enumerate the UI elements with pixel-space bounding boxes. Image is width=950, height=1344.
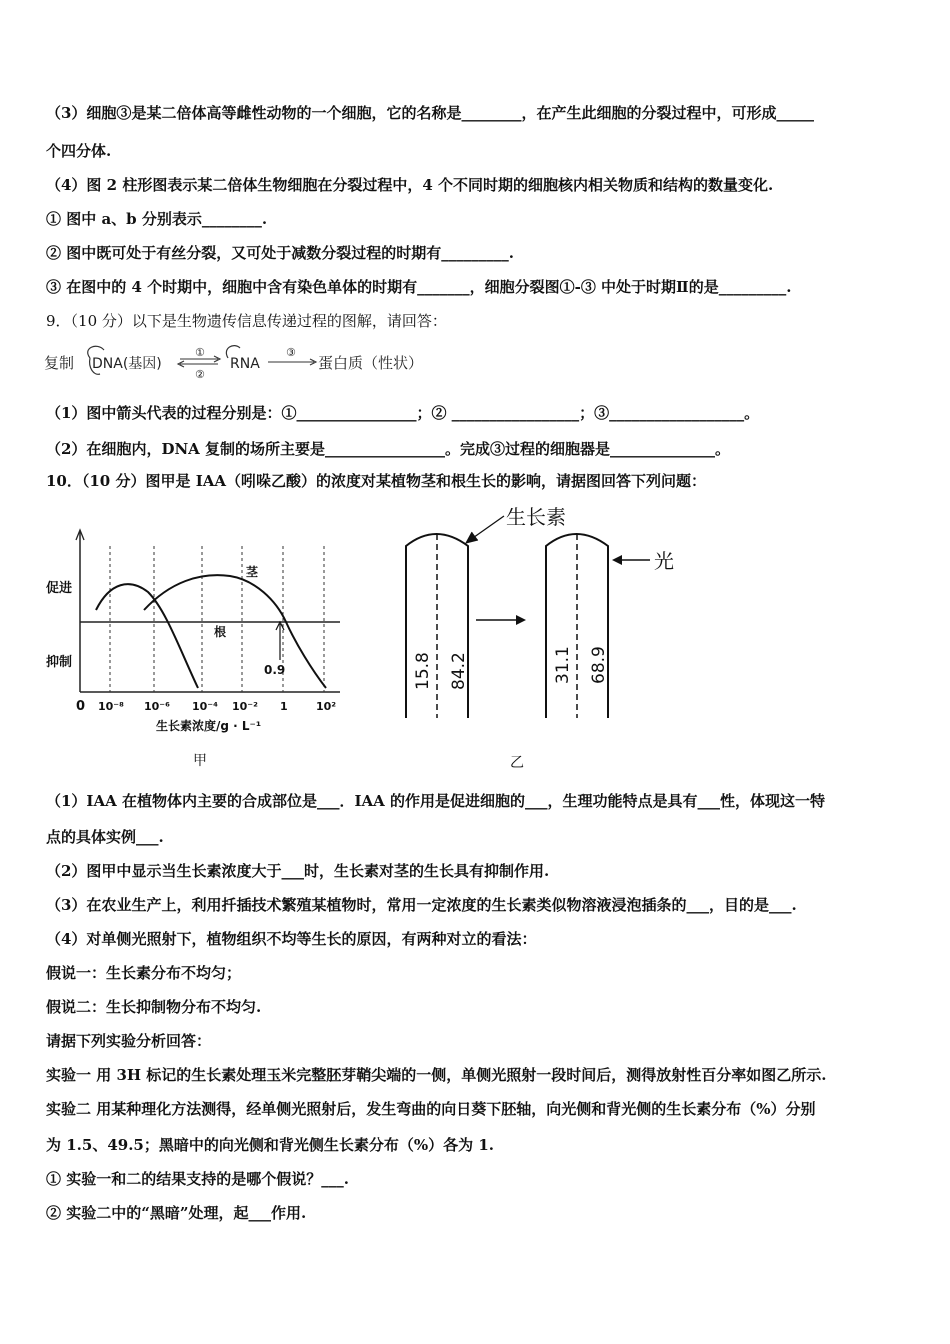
- flow-num-1: ①: [195, 346, 205, 359]
- root-curve: [96, 584, 198, 688]
- experiment-2-line-b: 为 1.5、49.5；黑暗中的向光侧和背光侧生长素分布（%）各为 1.: [46, 1136, 494, 1154]
- flow-num-3: ③: [286, 346, 296, 359]
- right-value-0: 31.1: [553, 646, 573, 684]
- tick-label: 10⁻⁶: [144, 700, 170, 713]
- flow-protein-label: 蛋白质（性状）: [318, 354, 424, 372]
- q10-heading: 10．（10 分）图甲是 IAA（吲哚乙酸）的浓度对某植物茎和根生长的影响，请据图回答下列问题：: [46, 472, 706, 490]
- tick-label: 10⁻⁴: [192, 700, 218, 713]
- graph-jia: [40, 520, 360, 740]
- q9-heading: 9．（10 分）以下是生物遗传信息传递过程的图解，请回答：: [46, 312, 447, 330]
- sub-question-1: ① 实验一和二的结果支持的是哪个假说？___.: [46, 1170, 349, 1188]
- label-promote: 促进: [46, 581, 73, 596]
- experiment-1: 实验一 用 3H 标记的生长素处理玉米完整胚芽鞘尖端的一侧，单侧光照射一段时间后，测得放射性百分率如图乙所示.: [46, 1066, 827, 1084]
- tick-label: 10⁻⁸: [98, 700, 124, 713]
- experiment-2-line-a: 实验二 用某种理化方法测得，经单侧光照射后，发生弯曲的向日葵下胚轴，向光侧和背光侧的生长素分布（%）分别: [46, 1100, 816, 1118]
- tick-label: 10⁻²: [232, 700, 258, 713]
- label-auxin: 生长素: [506, 505, 566, 529]
- q9-2-line: （2）在细胞内，DNA 复制的场所主要是________________。完成③过程的细胞器是______________。: [46, 440, 731, 458]
- label-root: 根: [214, 625, 227, 639]
- tick-label: 1: [280, 700, 288, 713]
- q10-1-line-b: 点的具体实例___.: [46, 828, 164, 846]
- flow-rna-label: RNA: [230, 356, 260, 372]
- label-light: 光: [654, 549, 674, 573]
- q8-4-line: （4）图 2 柱形图表示某二倍体生物细胞在分裂过程中，4 个不同时期的细胞核内相关物质和结构的数量变化.: [46, 176, 774, 194]
- q8-3-line-a: （3）细胞③是某二倍体高等雌性动物的一个细胞，它的名称是________，在产生此细胞的分裂过程中，可形成_____: [46, 104, 814, 122]
- tick-label: 10²: [316, 700, 337, 713]
- analysis-prompt: 请据下列实验分析回答：: [46, 1032, 212, 1050]
- flow-dna-label: DNA(基因): [92, 356, 162, 372]
- hypothesis-1: 假说一：生长素分布不均匀；: [46, 964, 242, 982]
- q8-4-sub2: ② 图中既可处于有丝分裂，又可处于减数分裂过程的时期有_________.: [46, 244, 514, 262]
- right-value-1: 68.9: [589, 646, 609, 684]
- label-marker: 0.9: [264, 663, 286, 677]
- caption-jia: 甲: [193, 753, 207, 769]
- q9-1-line: （1）图中箭头代表的过程分别是：①________________；② _________________；③__________________。: [46, 404, 760, 422]
- x-axis-label: 生长素浓度/g · L⁻¹: [156, 719, 262, 733]
- label-stem: 茎: [246, 565, 259, 579]
- left-value-0: 15.8: [413, 652, 433, 690]
- flow-num-2: ②: [195, 368, 205, 381]
- hypothesis-2: 假说二：生长抑制物分布不均匀.: [46, 998, 262, 1016]
- stem-curve: [144, 575, 326, 688]
- sub-question-2: ② 实验二中的“黑暗”处理，起___作用.: [46, 1204, 307, 1222]
- label-origin: 0: [76, 699, 86, 714]
- graph-yi: [396, 498, 696, 728]
- q8-4-sub1: ① 图中 a、b 分别表示________.: [46, 210, 268, 228]
- q8-3-line-b: 个四分体.: [46, 142, 112, 160]
- label-inhibit: 抑制: [46, 655, 73, 670]
- q10-4-line: （4）对单侧光照射下，植物组织不均等生长的原因，有两种对立的看法：: [46, 930, 537, 948]
- caption-yi: 乙: [510, 755, 524, 771]
- q10-1-line-a: （1）IAA 在植物体内主要的合成部位是___．IAA 的作用是促进细胞的___，生理功能特点是具有___性，体现这一特: [46, 792, 825, 810]
- left-value-1: 84.2: [449, 652, 469, 690]
- q10-2-line: （2）图甲中显示当生长素浓度大于___时，生长素对茎的生长具有抑制作用.: [46, 862, 550, 880]
- q10-3-line: （3）在农业生产上，利用扦插技术繁殖某植物时，常用一定浓度的生长素类似物溶液浸泡插条的___，目的是___.: [46, 896, 797, 914]
- flow-copy-label: 复制: [44, 354, 75, 372]
- q8-4-sub3: ③ 在图中的 4 个时期中，细胞中含有染色单体的时期有_______，细胞分裂图①-③ 中处于时期Ⅱ的是_________.: [46, 278, 792, 296]
- central-dogma-diagram: [42, 340, 462, 384]
